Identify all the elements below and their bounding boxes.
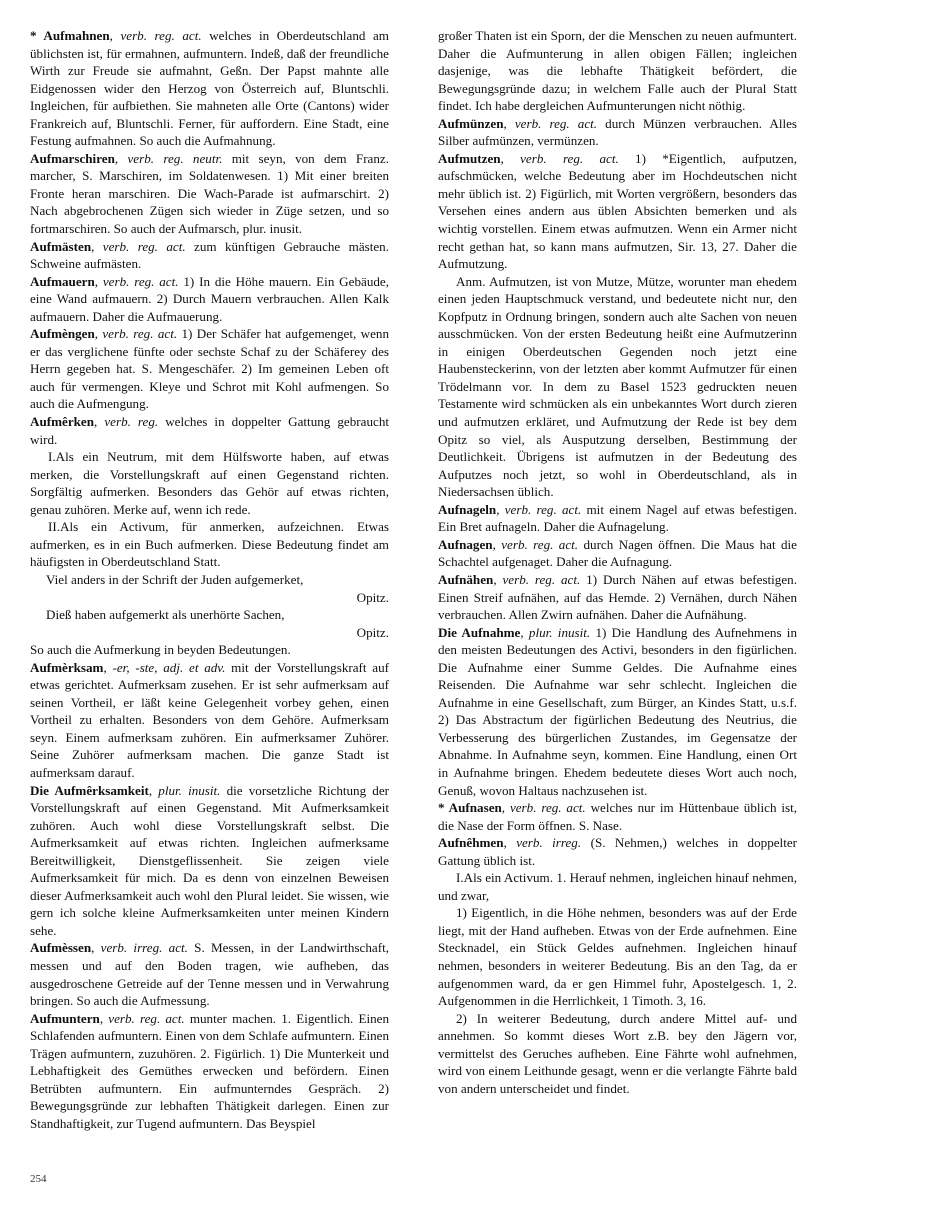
page-number: 254 [30,1173,47,1185]
verse-line: Dieß haben aufgemerkt als unerhörte Sachen, [46,607,285,623]
entry-aufmauern: Aufmauern, verb. reg. act. 1) In die Höhe mauern. Ein Gebäude, eine Wand aufmauern. 2) Durch Mauern verbrauchen. Allen Kalk aufmauern. Daher die Aufmauerung. [30,273,389,324]
paragraph: Anm. Aufmutzen, ist von Mutze, Mütze, worunter man ehedem einen jeden Hauptschmuck verstand, und bedeutete nicht nur, den Kopfputz in Ordnung bringen, sondern auch alte Sachen von neuen ausschmücken. Von der ersten Bedeutung heißt eine Aufmutzerinn in einigen Oberdeutschen Gegenden noch jetzt eine Haubensteckerinn, von der letzten aber kommt Aufmutzer für einen Trödelmann vor. In dem zu Basel 1523 gedruckten neuen Testamente wird schmücken als ein unbekanntes Wort durch zieren und aufmutzen erkläret, und Aufmutzung der Rede ist bey dem Opitz so viel, als Ausputzung derselben, Bestimmung der Deutlichkeit. Übrigens ist aufmutzen in der Bedeutung des Aufputzes noch jetzt, so wohl in Oberdeutschland, als in Niedersachsen üblich. [438,273,797,500]
paragraph: 2) In weiterer Bedeutung, durch andere Mittel auf- und annehmen. So kommt dieses Wort z.B. bey den Jägern vor, vermittelst des Geruches aufheben. Eine Fährte wohl aufnehmen, wird von einem Leithunde gesagt, wenn er die verlangte Fährte bald von andern unterscheidet und findet. [438,1010,797,1096]
entry-aufmahnen: * Aufmahnen, verb. reg. act. welches in Oberdeutschland am üblichsten ist, für ermahnen, aufmuntern. Indeß, daß der freundliche Wirth zur Freude sie aufmahnt, Geßn. Der Papst mahnte alle Eidgenossen wider den Herzog von Österreich auf, Bluntschli. Ingleichen, für aufbiethen. Sie mahneten alle Orte (Cantons) wider Frankreich auf, Bluntschli. Ferner, für auffordern. Eine Stadt, eine Festung aufmahnen. So auch die Aufmahnung. [30,28,389,149]
entry-aufmerken: Aufmêrken, verb. reg. welches in doppelter Gattung gebraucht wird. [30,414,389,447]
verse-line: Viel anders in der Schrift der Juden aufgemerket, [46,571,304,587]
entry-aufmerksam: Aufmèrksam, -er, -ste, adj. et adv. mit der Vorstellungskraft auf etwas gerichtet. Aufmerksam zusehen. Er ist sehr aufmerksam auf seinen Vortheil, er läßt keine Gelegenheit vorbey gehen, einen Vortheil zu erhalten. Besonders von dem Gehöre. Aufmerksam seyn. Einem aufmerksam zuhören. Ein aufmerksamer Zuhörer. Seine Zuhörer aufmerksam machen. Die ganze Stadt ist aufmerksam darauf. [30,659,389,780]
entry-aufmerksamkeit: Die Aufmêrksamkeit, plur. inusit. die vorsetzliche Richtung der Vorstellungskraft auf einen Gegenstand. Mit Aufmerksamkeit zuhören. Auch wohl diese Vorstellungskraft selbst. Die Aufmerksamkeit auf etwas richten. Ingleichen aufmerksame Bereitwilligkeit, Dienstgeflissenheit. Sie zeigen viele Aufmerksamkeit für mich. Da es denn von einzelnen Beweisen dieser Aufmerksamkeit auch wohl den Plural leidet. Sie wissen, wie gern ich solche kleine Aufmerksamkeiten unter meinen Kindern sehe. [30,782,389,938]
entry-aufnagen: Aufnagen, verb. reg. act. durch Nagen öffnen. Die Maus hat die Schachtel aufgenaget. Daher die Aufnagung. [438,536,797,570]
paragraph: 1) Eigentlich, in die Höhe nehmen, besonders was auf der Erde liegt, mit der Hand aufheben. Etwas von der Erde aufnehmen. Eine Stecknadel, ein Stück Geldes aufnehmen. Ingleichen hinauf nehmen, besonders in weiterer Bedeutung. Bis an den Tag, da er aufgenommen ward, da er gen Himmel fuhr, Apostelgesch. 1, 2. Aufgenommen in die Herrlichkeit, 1 Timoth. 3, 16. [438,905,797,1009]
entry-aufnasen: * Aufnasen, verb. reg. act. welches nur im Hüttenbaue üblich ist, die Nase der Form öffnen. S. Nase. [438,800,798,833]
right-column [438,27,797,1097]
entry-aufmuntern: Aufmuntern, verb. reg. act. munter machen. 1. Eigentlich. Einen Schlafenden aufmuntern. Einen von dem Schlafe aufmuntern. Einen Trägen aufmuntern, zuzuhören. 2. Figürlich. 1) Die Munterkeit und Lebhaftigkeit des Gemüthes erwecken und befördern. Einen Betrübten aufmuntern. Ein aufmunterndes Gespräch. 2) Bewegungsgründe zur lebhaften Thätigkeit darlegen. Einen zur Standhaftigkeit, zur Tugend aufmuntern. Das Beyspiel [30,1010,389,1131]
entry-aufmessen: Aufmèssen, verb. irreg. act. S. Messen, in der Landwirthschaft, messen und auf den Boden tragen, wie aufheben, das ausgedroschene Getreide auf der Tenne messen und in Verwahrung bringen. So auch die Aufmessung. [30,940,389,1009]
paragraph: II.Als ein Activum, für anmerken, aufzeichnen. Etwas aufmerken, es in ein Buch aufmerken. Diese Bedeutung findet am häufigsten in Oberdeutschland Statt. [30,519,389,570]
entry-aufnahme: Die Aufnahme, plur. inusit. 1) Die Handlung des Aufnehmens in den meisten Bedeutungen des Activi, besonders in den figürlichen. Die Aufnahme einer Summe Geldes. Die Aufnahme eines Reisenden. Die Aufnahme war sehr schlecht. Ingleichen die Aufnahme in eine Gesellschaft, zum Bürger, an Kindes Statt, u.s.f. 2) Das Abstractum der figürlichen Bedeutung des Neutrius, die Verbesserung des bürgerlichen Zustandes, im Gegensatze der Abnahme. In Aufnahme seyn, kommen. Eine Handlung, einen Ort in Aufnahme bringen. Ehedem bedeutete dieses Wort auch noch, Genuß, wovon Haltaus nachzusehen ist. [438,624,797,798]
entry-aufnaehen: Aufnähen, verb. reg. act. 1) Durch Nähen auf etwas befestigen. Einen Streif aufnähen, auf das Hemde. 2) Vernähen, durch Nähen verbrauchen. Allen Zwirn aufnähen. Daher die Aufnähung. [438,571,797,623]
left-column [30,27,389,1132]
entry-aufmutzen: Aufmutzen, verb. reg. act. 1) *Eigentlich, aufputzen, aufschmücken, welche Bedeutung aber im Hochdeutschen nicht mehr üblich ist. 2) Figürlich, mit Worten vergrößern, besonders das Versehen eines andern aus üblen Absichten bemerken und als wichtig vorstellen. Einem etwas aufmutzen. Wenn ein Armer nicht recht gethan hat, so kann mans aufmutzen, Sir. 13, 27. Daher die Aufmutzung. [438,150,798,272]
entry-aufmuenzen: Aufmünzen, verb. reg. act. durch Münzen verbrauchen. Alles Silber aufmünzen, vermünzen. [438,115,798,149]
verse-author: Opitz. [356,624,389,640]
paragraph: I.Als ein Neutrum, mit dem Hülfsworte haben, auf etwas merken, die Vorstellungskraft auf einen Gegenstand richten. Sorgfältig aufmerken. Besonders das Gehör auf etwas richten, genau zuhören. Merke auf, wenn ich rede. [30,449,389,517]
entry-aufmaesten: Aufmästen, verb. reg. act. zum künftigen Gebrauche mästen. Schweine aufmästen. [30,238,389,272]
entry-aufmarschiren: Aufmarschiren, verb. reg. neutr. mit seyn, von dem Franz. marcher, S. Marschiren, im Soldatenwesen. 1) Mit einer breiten Fronte heran marschiren. Die Wach-Parade ist aufmarschirt. 2) Nach abgebrochenen Zügen sich wieder in Züge setzen, und so fortmarschiren. So auch der Aufmarsch, plur. inusit. [30,150,389,237]
entry-aufnehmen: Aufnêhmen, verb. irreg. (S. Nehmen,) welches in doppelter Gattung üblich ist. [438,835,797,868]
paragraph-continued: großer Thaten ist ein Sporn, der die Menschen zu neuen aufmuntert. Daher die Aufmunterung in allen obigen Fällen; ingleichen dasjenige, was die lebhafte Thätigkeit befördert, die Bewegungsgründe dazu; in welchem Falle auch der Plural Statt findet. Ich habe dergleichen Aufmunterungen nicht nöthig. [438,28,797,114]
entry-aufmengen: Aufmèngen, verb. reg. act. 1) Der Schäfer hat aufgemenget, wenn er das verglichene fünfte oder sechste Schaf zu der Schäferey des Herrn gegeben hat. S. Mengeschäfer. 2) Im gemeinen Leben oft auch für vermengen. Kleye und Schrot mit Kohl aufmengen. So auch die Aufmengung. [30,326,389,412]
paragraph: I.Als ein Activum. 1. Herauf nehmen, ingleichen hinauf nehmen, und zwar, [438,870,797,903]
verse-author: Opitz. [356,589,389,605]
paragraph: So auch die Aufmerkung in beyden Bedeutungen. [30,642,291,658]
entry-aufnageln: Aufnageln, verb. reg. act. mit einem Nagel auf etwas befestigen. Ein Bret aufnageln. Daher die Aufnagelung. [438,501,797,535]
